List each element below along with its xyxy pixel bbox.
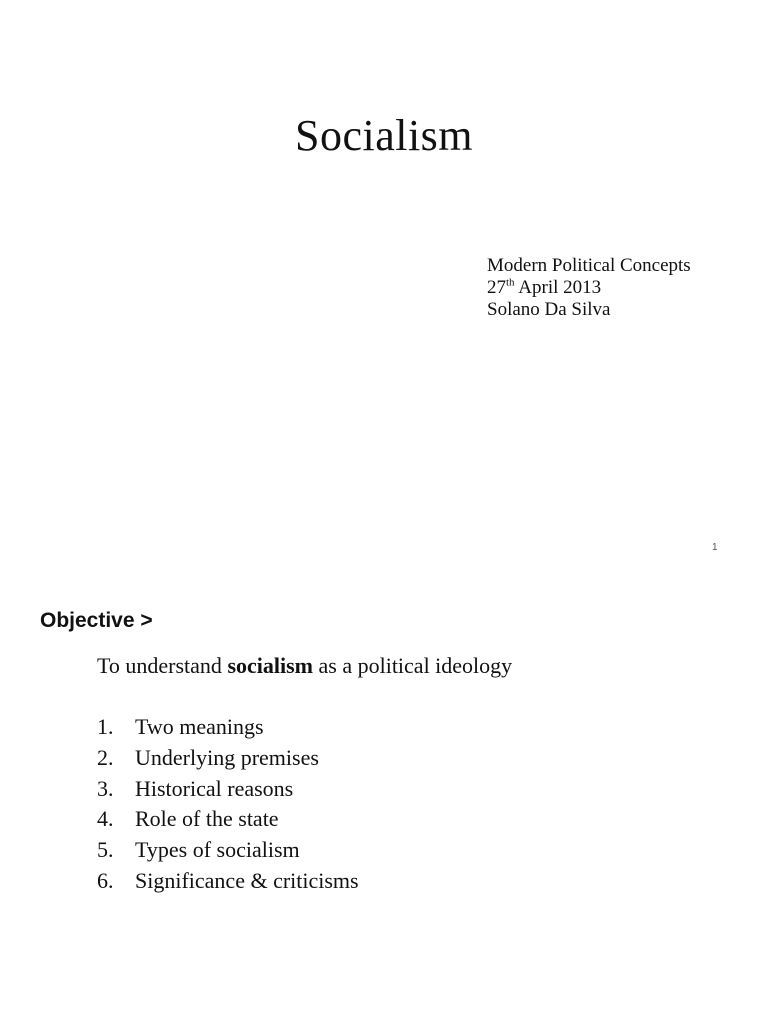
point-text: Types of socialism bbox=[135, 837, 300, 863]
author-name: Solano Da Silva bbox=[487, 299, 611, 320]
objective-point bbox=[97, 774, 359, 805]
point-number: 5. bbox=[97, 837, 114, 863]
intro-text-end: as a political ideology bbox=[313, 653, 513, 678]
point-text: Historical reasons bbox=[135, 775, 294, 801]
objective-points-list bbox=[97, 712, 359, 897]
point-number: 6. bbox=[97, 867, 114, 893]
point-number: 4. bbox=[97, 806, 114, 832]
presentation-date bbox=[487, 277, 691, 299]
objective-point bbox=[97, 835, 359, 866]
objective-intro bbox=[97, 651, 512, 681]
point-text: Role of the state bbox=[135, 806, 279, 832]
date-day: 27 bbox=[487, 277, 506, 298]
page-number: 1 bbox=[712, 542, 718, 553]
intro-text-start: To understand bbox=[97, 653, 228, 678]
course-name: Modern Political Concepts bbox=[487, 255, 691, 276]
point-number: 3. bbox=[97, 775, 114, 801]
point-number: 2. bbox=[97, 744, 114, 770]
point-number: 1. bbox=[97, 714, 114, 739]
objective-slide bbox=[0, 576, 768, 1024]
objective-point bbox=[97, 743, 359, 774]
objective-heading: Objective > bbox=[40, 609, 153, 632]
point-text: Two meanings bbox=[135, 714, 264, 739]
date-rest: April 2013 bbox=[514, 277, 602, 298]
point-text: Underlying premises bbox=[135, 744, 319, 770]
objective-point bbox=[97, 866, 359, 897]
intro-bold-term: socialism bbox=[227, 653, 313, 678]
point-text: Significance & criticisms bbox=[135, 867, 359, 893]
slide-title: Socialism bbox=[294, 111, 474, 160]
date-suffix: th bbox=[506, 276, 515, 289]
objective-point bbox=[97, 804, 359, 835]
presentation-meta bbox=[487, 255, 691, 321]
objective-point bbox=[97, 712, 359, 743]
